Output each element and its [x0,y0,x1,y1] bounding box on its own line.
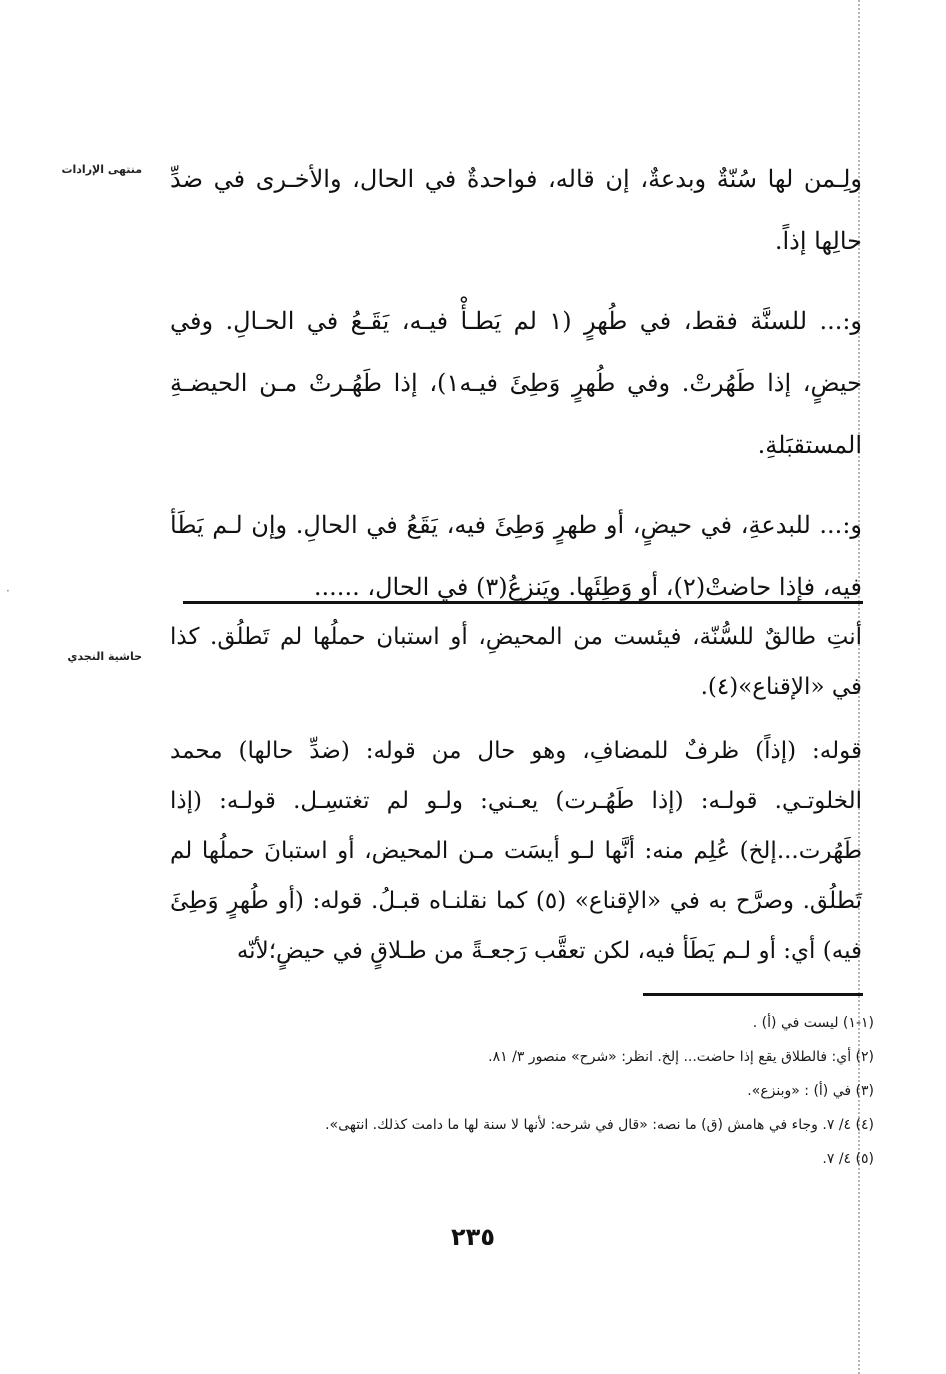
sharh-text [170,612,862,990]
matn-side-label: منتهى الإرادات [61,163,142,176]
sharh-paragraph: قوله: (إذاً) ظرفٌ للمضافِ، وهو حال من قوله: (ضدِّ حالها) محمد الخلوتـي. قولـه: (إذا طَهُـرت) يعـني: ولـو لم تغتسِـل. قولـه: (إذا طَهُرت...إلخ) عُلِم منه: أنَّها لـو أيسَت مـن المحيض، أو استبانَ حملُها لم تَطلُق. وصرَّح به في «الإقناع» (٥) كما نقلنـاه قبـلُ. قوله: (أو طُهرٍ وَطِئَ فيه) أي: أو لـم يَطَأ فيه، لكن تعقَّب رَجعـةً من طـلاقٍ في حيضٍ؛لأنّه [170,738,862,964]
matn-paragraph: و:... للبدعةِ، في حيضٍ، أو طهرٍ وَطِئَ فيه، يَقَعُ في الحالِ. وإن لـم يَطَأ فيه، فإذا حاضتْ(٢)، أو وَطِئَها. ويَنزِعُ(٣) في الحالِ، ...... [170,511,862,601]
footnote: (٥) ٤/ ٧. [822,1151,874,1167]
footnote: (١-١) ليست في (أ) . [752,1015,874,1031]
footnote: (٢) أي: فالطلاق يقع إذا حاضت... إلخ. انظر: «شرح» منصور ٣/ ٨١. [488,1049,874,1065]
footnote: (٣) في (أ) : «وبنزع». [747,1083,874,1099]
matn-paragraph: ولِـمن لها سُنّةٌ وبدعةٌ، إن قاله، فواحدةٌ في الحال، والأخـرى في ضدِّ حالِها إذاً. [170,165,862,255]
page-number: ٢٣٥ [451,1223,495,1251]
footnote: (٤) ٤/ ٧. وجاء في هامش (ق) ما نصه: «قال في شرحه: لأنها لا سنة لها ما دامت كذلك. انتهى». [325,1117,874,1133]
hashiya-side-label: حاشية النجدي [67,650,142,663]
footnotes [170,1006,874,1176]
matn-text [170,148,862,636]
footnote-separator [643,993,863,996]
scan-speck: · [6,584,10,598]
matn-paragraph: و:... للسنَّة فقط، في طُهرٍ (١ لم يَطـأْ فيـه، يَقَـعُ في الحـالِ. وفي حيضٍ، إذا طَهُرتْ. وفي طُهرٍ وَطِئَ فيـه١)، إذا طَهُـرتْ مـن الحيضـةِ المستقبَلةِ. [170,307,863,459]
matn-sharh-separator [183,601,863,604]
sharh-paragraph: أنتِ طالقٌ للسُّنّة، فيئست من المحيضِ، أو استبان حملُها لم تَطلُق. كذا في «الإقناع»(٤). [170,624,862,700]
